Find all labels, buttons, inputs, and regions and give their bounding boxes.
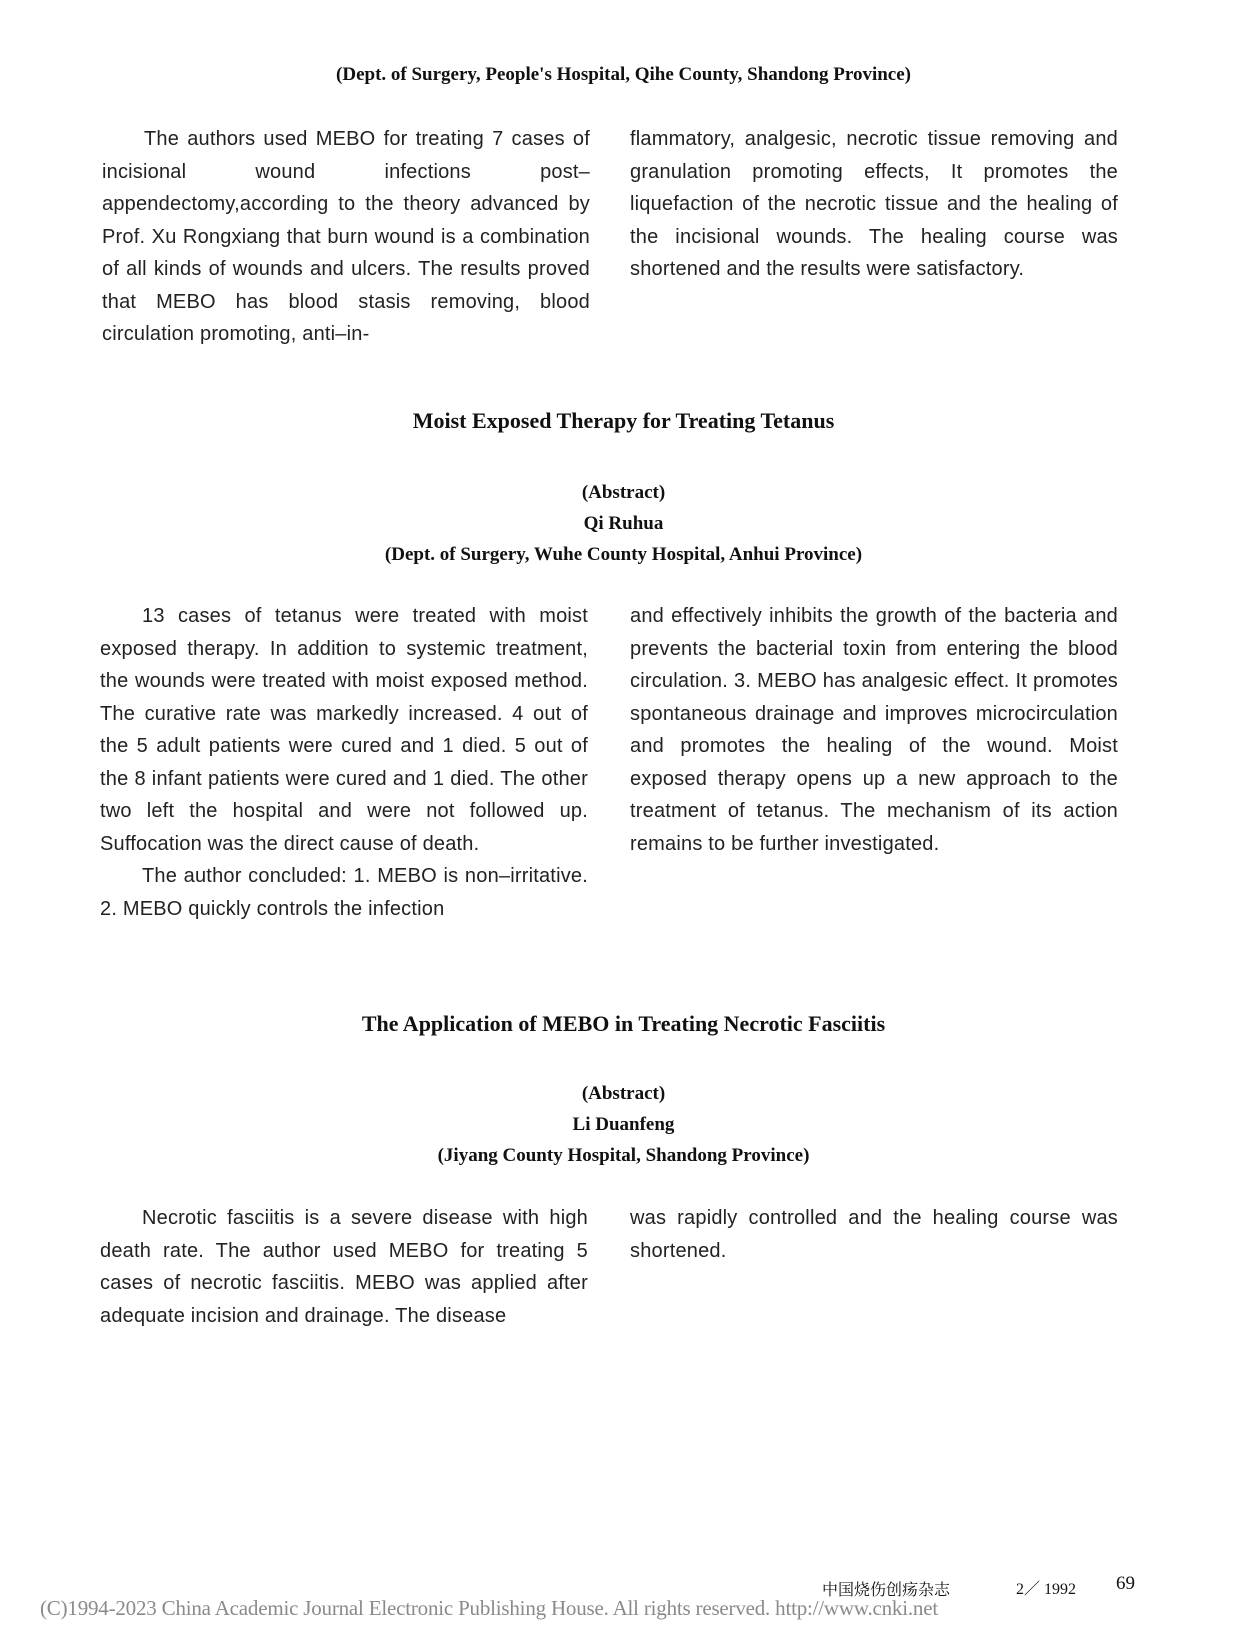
abstract-label: (Abstract)	[581, 1083, 666, 1104]
section3-left-text: Necrotic fasciitis is a severe disease with high death rate. The author used MEBO for treating 5 cases of necrotic fasciitis. MEBO was applied after adequate incision and drainage. The disease	[100, 1207, 588, 1327]
affiliation-jiyang: (Jiyang County Hospital, Shandong Province)	[437, 1145, 810, 1166]
section2-right-column	[630, 600, 1118, 860]
section2-right-text: and effectively inhibits the growth of the bacteria and prevents the bacterial toxin from entering the blood circulation. 3. MEBO has analgesic effect. It promotes spontaneous drainage and improves microcirculation and promotes the healing of the wound. Moist exposed therapy opens up a new approach to the treatment of tetanus. The mechanism of its action remains to be further investigated.	[630, 605, 1118, 855]
affiliation-qihe: (Dept. of Surgery, People's Hospital, Qihe County, Shandong Province)	[336, 64, 911, 85]
section2-left-paragraph-1: 13 cases of tetanus were treated with moist exposed therapy. In addition to systemic treatment, the wounds were treated with moist exposed method. The curative rate was markedly increased. 4 out of the 5 adult patients were cured and 1 died. 5 out of the 8 infant patients were cured and 1 died. The other two left the hospital and were not followed up. Suffocation was the direct cause of death.	[100, 605, 588, 855]
author-name: Qi Ruhua	[583, 513, 664, 534]
abstract-label: (Abstract)	[581, 482, 666, 503]
section3-right-column	[630, 1202, 1118, 1267]
section2-left-column	[100, 600, 588, 925]
section2-left-paragraph-2: The author concluded: 1. MEBO is non–irritative. 2. MEBO quickly controls the infection	[100, 865, 588, 920]
author-name: Li Duanfeng	[572, 1114, 675, 1135]
copyright-notice: (C)1994-2023 China Academic Journal Electronic Publishing House. All rights reserved. http://www.cnki.net	[40, 1596, 938, 1620]
section3-right-text: was rapidly controlled and the healing course was shortened.	[630, 1207, 1118, 1262]
section1-left-column	[102, 123, 590, 351]
section3-left-column	[100, 1202, 588, 1332]
section1-right-column	[630, 123, 1118, 286]
article-title-tetanus: Moist Exposed Therapy for Treating Tetanus	[412, 408, 835, 433]
section1-left-text: The authors used MEBO for treating 7 cases of incisional wound infections post–appendectomy,according to the theory advanced by Prof. Xu Rongxiang that burn wound is a combination of all kinds of wounds and ulcers. The results proved that MEBO has blood stasis removing, blood circulation promoting, anti–in-	[102, 128, 590, 345]
section1-right-text: flammatory, analgesic, necrotic tissue removing and granulation promoting effects, It promotes the liquefaction of the necrotic tissue and the healing of the incisional wounds. The healing course was shortened and the results were satisfactory.	[630, 128, 1118, 280]
page-number: 69	[1116, 1573, 1135, 1594]
journal-name-chinese: 中国烧伤创疡杂志	[822, 1580, 951, 1599]
affiliation-wuhe: (Dept. of Surgery, Wuhe County Hospital, Anhui Province)	[384, 544, 863, 565]
issue-number: 2／ 1992	[1016, 1581, 1077, 1598]
article-title-fasciitis: The Application of MEBO in Treating Necrotic Fasciitis	[361, 1011, 886, 1036]
